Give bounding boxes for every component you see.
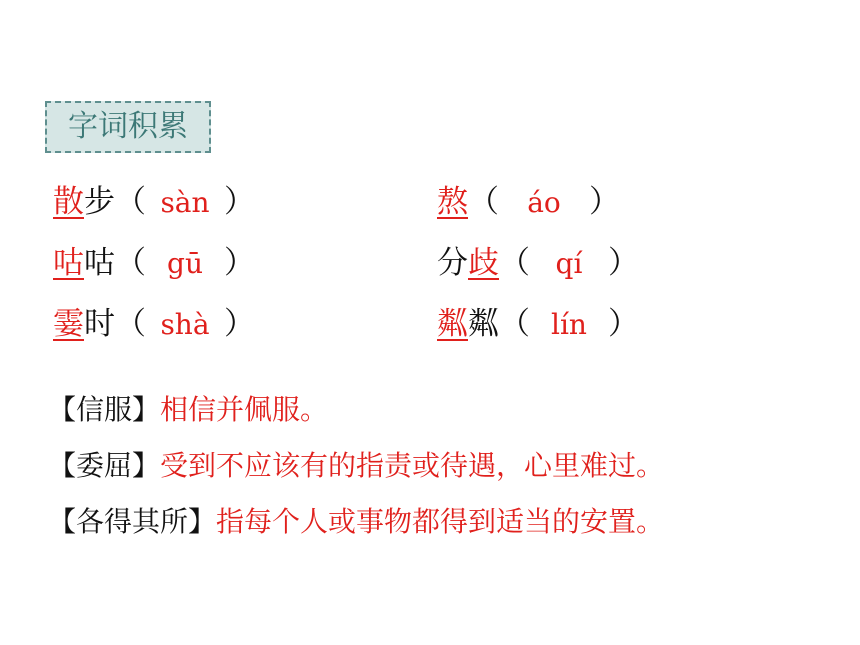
vocab-highlight-char: 咕	[53, 245, 84, 281]
paren-open: （	[499, 306, 530, 342]
definition-meaning: 相信并佩服。	[160, 393, 329, 426]
vocab-suffix: 咕	[84, 245, 115, 281]
paren-close: ）	[608, 306, 639, 342]
definition-item	[48, 390, 328, 430]
vocab-highlight-char: 霎	[53, 306, 84, 342]
paren-open: （	[115, 184, 146, 220]
vocab-item	[53, 241, 255, 285]
vocab-highlight-char: 粼	[437, 306, 468, 342]
vocab-pinyin: áo	[527, 186, 561, 219]
vocab-item	[437, 302, 639, 346]
vocab-suffix: 时	[84, 306, 115, 342]
paren-close: ）	[224, 184, 255, 220]
paren-close: ）	[224, 245, 255, 281]
vocab-item	[437, 241, 639, 285]
vocab-pinyin: shà	[160, 308, 210, 341]
vocab-highlight-char: 歧	[468, 245, 499, 281]
vocab-suffix: 步	[84, 184, 115, 220]
paren-close: ）	[608, 245, 639, 281]
paren-close: ）	[224, 306, 255, 342]
definition-term: 【委屈】	[48, 449, 161, 482]
vocab-pinyin: lín	[551, 308, 587, 341]
paren-open: （	[468, 184, 499, 220]
vocab-prefix: 分	[437, 245, 468, 281]
paren-close: ）	[589, 184, 620, 220]
definition-term: 【各得其所】	[48, 505, 217, 538]
vocab-pinyin: qí	[555, 247, 583, 280]
definition-item	[48, 446, 664, 486]
section-tag: 字词积累	[45, 101, 211, 153]
vocab-item	[53, 302, 255, 346]
vocab-pinyin: gū	[167, 247, 203, 280]
vocab-pinyin: sàn	[160, 186, 210, 219]
definition-item	[48, 502, 664, 542]
definition-meaning: 指每个人或事物都得到适当的安置。	[216, 505, 665, 538]
vocab-item	[53, 180, 255, 224]
paren-open: （	[115, 306, 146, 342]
definition-term: 【信服】	[48, 393, 161, 426]
paren-open: （	[115, 245, 146, 281]
definition-meaning: 受到不应该有的指责或待遇，心里难过。	[160, 449, 665, 482]
vocab-item	[437, 180, 620, 224]
vocab-highlight-char: 熬	[437, 184, 468, 220]
paren-open: （	[499, 245, 530, 281]
vocab-highlight-char: 散	[53, 184, 84, 220]
vocab-suffix: 粼	[468, 306, 499, 342]
